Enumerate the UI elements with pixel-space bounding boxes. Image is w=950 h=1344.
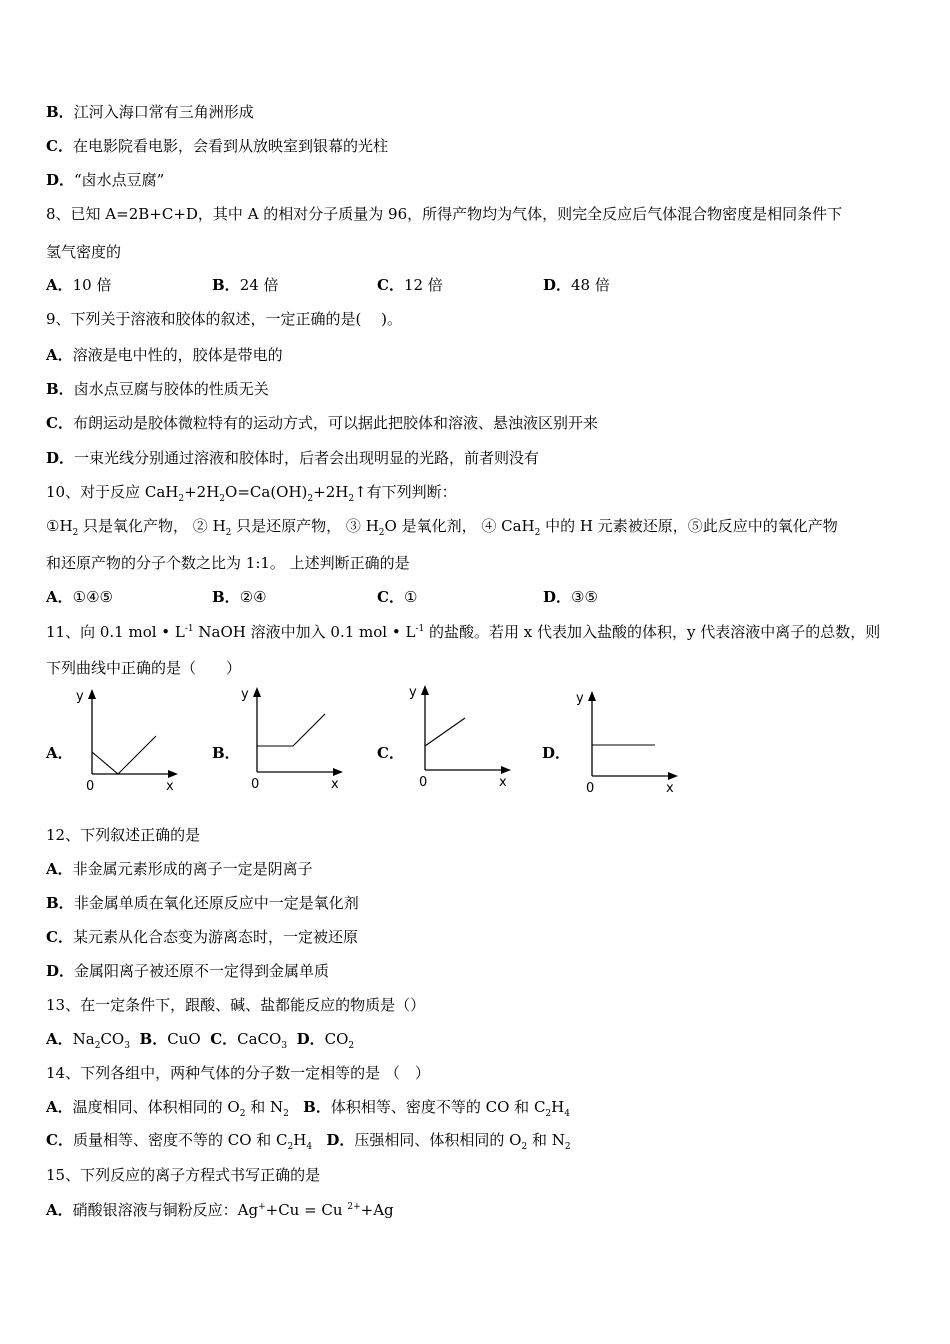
q12-option-c: C．某元素从化合态变为游离态时，一定被还原 <box>46 928 358 946</box>
origin-label: 0 <box>586 781 595 796</box>
origin-label: 0 <box>86 779 95 794</box>
q15-option-a: A．硝酸银溶液与铜粉反应：Ag++Cu = Cu $^{2+}$+Ag <box>46 1201 394 1219</box>
q8-stem-line2: 氢气密度的 <box>46 243 122 261</box>
q10-judgments: $①H_2$ 只是氧化产物， ② $H_2$ 只是还原产物， ③ $H_2O$ 是氧化剂， ④ CaH$_2$ 中的 H 元素被还原，⑤此反应中的氧化产物 <box>46 517 838 538</box>
q9-option-b: B．卤水点豆腐与胶体的性质无关 <box>46 380 269 398</box>
q9-stem: 9、下列关于溶液和胶体的叙述，一定正确的是( )。 <box>46 310 403 328</box>
y-axis-arrow <box>88 689 96 699</box>
q14-stem: 14、下列各组中，两种气体的分子数一定相等的是 （ ） <box>46 1064 430 1082</box>
q10-option-d: D．③⑤ <box>543 588 598 606</box>
x-axis-arrow <box>668 772 678 780</box>
q11-graph-c <box>403 682 523 792</box>
x-axis-arrow <box>168 770 178 778</box>
q12-option-d: D．金属阳离子被还原不一定得到金属单质 <box>46 962 330 980</box>
q9-option-a: A．溶液是电中性的，胶体是带电的 <box>46 346 283 364</box>
q11-graph-a-letter: A． <box>46 744 73 762</box>
q12-stem: 12、下列叙述正确的是 <box>46 826 201 844</box>
y-axis-arrow <box>253 687 261 697</box>
q15-stem: 15、下列反应的离子方程式书写正确的是 <box>46 1166 321 1184</box>
curve-b <box>257 714 325 746</box>
q11-graph-c-letter: C． <box>377 744 404 762</box>
q8-option-c: C．12 倍 <box>377 276 443 294</box>
q10-option-c: C．① <box>377 588 418 606</box>
x-axis-arrow <box>333 768 343 776</box>
y-axis-label: y <box>76 689 84 704</box>
q9-option-c: C．布朗运动是胶体微粒特有的运动方式，可以据此把胶体和溶液、悬浊液区别开来 <box>46 414 598 432</box>
origin-label: 0 <box>419 775 428 790</box>
q10-option-a: A．①④⑤ <box>46 588 113 606</box>
q14-options-row1: A．温度相同、体积相同的 $O_2$ 和 $N_2$ B．体积相等、密度不等的 CO 和 $C_2H_4$ <box>46 1098 570 1119</box>
x-axis-label: x <box>499 775 507 790</box>
x-axis-label: x <box>666 781 674 796</box>
q8-stem-line1: 8、已知 A=2B+C+D，其中 A 的相对分子质量为 96，所得产物均为气体，则完全反应后气体混合物密度是相同条件下 <box>46 205 843 223</box>
x-axis-label: x <box>166 779 174 794</box>
y-axis-label: y <box>241 687 249 702</box>
q11-graph-a <box>70 686 190 796</box>
origin-label: 0 <box>251 777 260 792</box>
q10-stem-line3: 和还原产物的分子个数之比为 1:1。 上述判断正确的是 <box>46 554 410 572</box>
q11-graph-b <box>235 684 355 794</box>
q13-stem: 13、在一定条件下，跟酸、碱、盐都能反应的物质是（） <box>46 996 426 1014</box>
curve-a <box>92 736 156 774</box>
q11-stem-line1: 11、向 0.1 mol • $L^{-1}$ NaOH 溶液中加入 0.1 mol • $L^{-1}$ 的盐酸。若用 x 代表加入盐酸的体积，y 代表溶液中离子的总数，则 <box>46 623 881 641</box>
curve-c <box>425 718 465 746</box>
q14-options-row2: C．质量相等、密度不等的 CO 和 $C_2H_4$ D．压强相同、体积相同的 $O_2$ 和 $N_2$ <box>46 1131 571 1152</box>
y-axis-arrow <box>588 691 596 701</box>
option-d: D．“卤水点豆腐” <box>46 171 165 189</box>
q10-stem: 10、对于反应 $CaH_2+2H_2O=Ca(OH)_2+2H_2↑$有下列判断： <box>46 483 457 504</box>
q11-graph-b-letter: B． <box>212 744 240 762</box>
q9-option-d: D．一束光线分别通过溶液和胶体时，后者会出现明显的光路，前者则没有 <box>46 449 540 467</box>
q8-option-a: A．10 倍 <box>46 276 112 294</box>
y-axis-label: y <box>576 691 584 706</box>
option-b: B．江河入海口常有三角洲形成 <box>46 103 254 121</box>
x-axis-arrow <box>501 766 511 774</box>
y-axis-label: y <box>409 685 417 700</box>
x-axis-label: x <box>331 777 339 792</box>
q11-stem-line2: 下列曲线中正确的是（ ） <box>46 659 242 677</box>
q8-option-b: B．24 倍 <box>212 276 279 294</box>
q11-graph-d-letter: D． <box>542 744 571 762</box>
q10-option-b: B．②④ <box>212 588 267 606</box>
q12-option-b: B．非金属单质在氧化还原反应中一定是氧化剂 <box>46 894 359 912</box>
q8-option-d: D．48 倍 <box>543 276 610 294</box>
q13-options: A．$Na_2CO_3$ B．CuO C．CaCO$_3$ D．$CO_2$ <box>46 1030 355 1051</box>
q12-option-a: A．非金属元素形成的离子一定是阴离子 <box>46 860 313 878</box>
q11-graph-d <box>570 688 690 798</box>
y-axis-arrow <box>421 685 429 695</box>
option-c: C．在电影院看电影，会看到从放映室到银幕的光柱 <box>46 137 388 155</box>
